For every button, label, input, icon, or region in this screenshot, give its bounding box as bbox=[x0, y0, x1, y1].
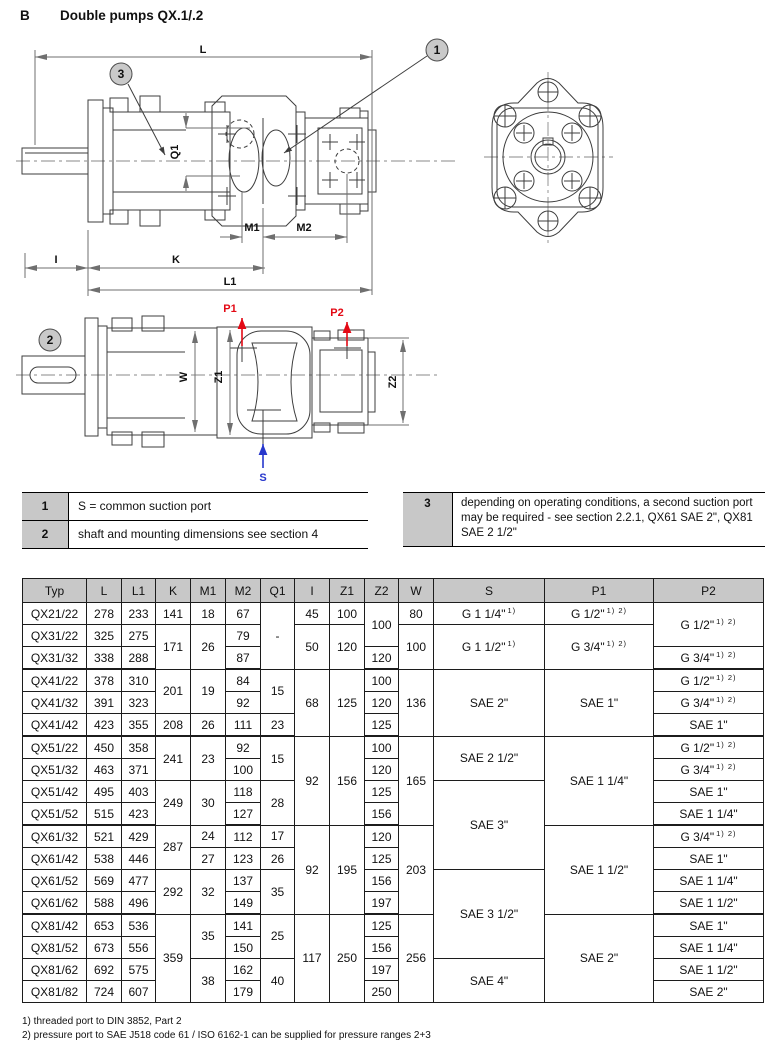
value-cell: 26 bbox=[191, 714, 226, 737]
dim-label-Z2: Z2 bbox=[387, 375, 399, 389]
table-row bbox=[23, 914, 764, 937]
typ-cell: QX81/62 bbox=[23, 959, 87, 981]
value-cell: 118 bbox=[226, 781, 261, 803]
value-cell: 450 bbox=[87, 736, 122, 759]
value-cell: 325 bbox=[87, 625, 122, 647]
value-cell: 30 bbox=[191, 781, 226, 826]
value-cell: 136 bbox=[399, 669, 434, 736]
value-cell: 429 bbox=[122, 825, 156, 848]
value-cell: 125 bbox=[365, 714, 399, 737]
value-cell: 371 bbox=[122, 759, 156, 781]
value-cell: SAE 2" bbox=[545, 914, 654, 1003]
value-cell: 653 bbox=[87, 914, 122, 937]
dim-label-K: K bbox=[172, 254, 180, 266]
pump-body-3-top bbox=[312, 330, 375, 433]
typ-cell: QX51/32 bbox=[23, 759, 87, 781]
value-cell: G 3/4" $^{1) 2)}$ bbox=[545, 625, 654, 670]
suction-port-S bbox=[259, 444, 266, 484]
value-cell: 100 bbox=[399, 625, 434, 670]
dimension-M1-M2 bbox=[220, 174, 347, 274]
value-cell: 156 bbox=[365, 803, 399, 826]
value-cell: 359 bbox=[156, 914, 191, 1003]
typ-cell: QX51/22 bbox=[23, 736, 87, 759]
legend-number-3: 3 bbox=[403, 493, 453, 546]
value-cell: 19 bbox=[191, 669, 226, 714]
value-cell: 403 bbox=[122, 781, 156, 803]
value-cell: 162 bbox=[226, 959, 261, 981]
value-cell: SAE 1 1/4" bbox=[654, 803, 764, 826]
value-cell: SAE 1" bbox=[545, 669, 654, 736]
value-cell: SAE 2" bbox=[654, 981, 764, 1003]
value-cell: 18 bbox=[191, 603, 226, 625]
value-cell: 100 bbox=[330, 603, 365, 625]
footnotes bbox=[22, 1015, 431, 1043]
typ-cell: QX61/62 bbox=[23, 892, 87, 915]
value-cell: 38 bbox=[191, 959, 226, 1003]
value-cell: 120 bbox=[330, 625, 365, 670]
table-row bbox=[23, 825, 764, 848]
pump-body-2-top bbox=[217, 327, 312, 449]
column-header-q1: Q1 bbox=[261, 579, 295, 603]
value-cell: 569 bbox=[87, 870, 122, 892]
value-cell: SAE 3 1/2" bbox=[434, 870, 545, 959]
value-cell: 35 bbox=[261, 870, 295, 915]
value-cell: G 1/2" $^{1) 2)}$ bbox=[545, 603, 654, 625]
value-cell: 123 bbox=[226, 848, 261, 870]
value-cell: 278 bbox=[87, 603, 122, 625]
table-header-row bbox=[23, 579, 764, 603]
value-cell: 156 bbox=[365, 870, 399, 892]
value-cell: 50 bbox=[295, 625, 330, 670]
value-cell: 521 bbox=[87, 825, 122, 848]
value-cell: 463 bbox=[87, 759, 122, 781]
value-cell: G 3/4" $^{1) 2)}$ bbox=[654, 825, 764, 848]
column-header-l: L bbox=[87, 579, 122, 603]
value-cell: 141 bbox=[156, 603, 191, 625]
value-cell: 275 bbox=[122, 625, 156, 647]
column-header-typ: Typ bbox=[23, 579, 87, 603]
value-cell: 125 bbox=[365, 781, 399, 803]
dim-label-L1: L1 bbox=[223, 276, 237, 288]
value-cell: 233 bbox=[122, 603, 156, 625]
value-cell: 287 bbox=[156, 825, 191, 870]
value-cell: 117 bbox=[295, 914, 330, 1003]
typ-cell: QX51/52 bbox=[23, 803, 87, 826]
value-cell: 125 bbox=[365, 848, 399, 870]
column-header-p2: P2 bbox=[654, 579, 764, 603]
value-cell: G 1 1/2" $^{1)}$ bbox=[434, 625, 545, 670]
typ-cell: QX51/42 bbox=[23, 781, 87, 803]
value-cell: 27 bbox=[191, 848, 226, 870]
value-cell: 515 bbox=[87, 803, 122, 826]
value-cell: 92 bbox=[295, 825, 330, 914]
dim-label-W: W bbox=[178, 371, 190, 383]
column-header-z1: Z1 bbox=[330, 579, 365, 603]
typ-cell: QX61/52 bbox=[23, 870, 87, 892]
value-cell: G 3/4" $^{1) 2)}$ bbox=[654, 692, 764, 714]
value-cell: SAE 1" bbox=[654, 714, 764, 737]
value-cell: 692 bbox=[87, 959, 122, 981]
value-cell: 40 bbox=[261, 959, 295, 1003]
value-cell: SAE 1" bbox=[654, 914, 764, 937]
column-header-p1: P1 bbox=[545, 579, 654, 603]
typ-cell: QX31/22 bbox=[23, 625, 87, 647]
value-cell: 125 bbox=[365, 914, 399, 937]
value-cell: 171 bbox=[156, 625, 191, 670]
dimension-L1 bbox=[88, 276, 372, 290]
value-cell: 25 bbox=[261, 914, 295, 959]
value-cell: 338 bbox=[87, 647, 122, 670]
callout-1-number: 1 bbox=[433, 43, 441, 57]
footnote-2: 2) pressure port to SAE J518 code 61 / ISO 6162-1 can be supplied for pressure ranges 2+3 bbox=[22, 1030, 431, 1041]
value-cell: 588 bbox=[87, 892, 122, 915]
flange-inner-contour bbox=[497, 108, 598, 207]
value-cell: 141 bbox=[226, 914, 261, 937]
value-cell: 92 bbox=[226, 692, 261, 714]
value-cell: SAE 2 1/2" bbox=[434, 736, 545, 781]
pump-body-3 bbox=[305, 108, 376, 214]
dimension-I bbox=[25, 230, 88, 296]
column-header-i: I bbox=[295, 579, 330, 603]
value-cell: G 1/2" $^{1) 2)}$ bbox=[654, 736, 764, 759]
port-label-P2: P2 bbox=[330, 307, 344, 319]
typ-cell: QX61/32 bbox=[23, 825, 87, 848]
value-cell: 92 bbox=[226, 736, 261, 759]
dimension-Z1 bbox=[213, 330, 230, 435]
mounting-flange-top bbox=[85, 318, 98, 436]
flange-front-view-drawing bbox=[484, 72, 613, 243]
value-cell: 203 bbox=[399, 825, 434, 914]
value-cell: 100 bbox=[226, 759, 261, 781]
value-cell: 15 bbox=[261, 736, 295, 781]
column-header-l1: L1 bbox=[122, 579, 156, 603]
value-cell: 84 bbox=[226, 669, 261, 692]
pump-technical-drawing bbox=[0, 35, 766, 485]
value-cell: 310 bbox=[122, 669, 156, 692]
value-cell: 120 bbox=[365, 692, 399, 714]
value-cell: 15 bbox=[261, 669, 295, 714]
value-cell: 208 bbox=[156, 714, 191, 737]
column-header-k: K bbox=[156, 579, 191, 603]
pressure-port-P1 bbox=[223, 303, 242, 346]
value-cell: 120 bbox=[365, 825, 399, 848]
value-cell: 35 bbox=[191, 914, 226, 959]
value-cell: SAE 1 1/4" bbox=[654, 937, 764, 959]
callout-1 bbox=[284, 39, 448, 153]
dim-label-Z1: Z1 bbox=[213, 370, 225, 384]
dimension-L bbox=[35, 44, 372, 295]
legend-text-1: S = common suction port bbox=[78, 499, 212, 513]
value-cell: 358 bbox=[122, 736, 156, 759]
dim-label-M2: M2 bbox=[296, 222, 312, 234]
footnote-1: 1) threaded port to DIN 3852, Part 2 bbox=[22, 1016, 182, 1027]
value-cell: SAE 1 1/2" bbox=[654, 959, 764, 981]
value-cell: 323 bbox=[122, 692, 156, 714]
value-cell: 496 bbox=[122, 892, 156, 915]
port-label-S: S bbox=[259, 472, 267, 484]
typ-cell: QX41/42 bbox=[23, 714, 87, 737]
value-cell: 195 bbox=[330, 825, 365, 914]
value-cell: G 1/2" $^{1) 2)}$ bbox=[654, 669, 764, 692]
typ-cell: QX21/22 bbox=[23, 603, 87, 625]
value-cell: 165 bbox=[399, 736, 434, 825]
table-row bbox=[23, 736, 764, 759]
value-cell: 197 bbox=[365, 892, 399, 915]
legend-table bbox=[22, 492, 368, 549]
callout-3 bbox=[110, 63, 165, 155]
value-cell: 423 bbox=[122, 803, 156, 826]
column-header-z2: Z2 bbox=[365, 579, 399, 603]
value-cell: 45 bbox=[295, 603, 330, 625]
value-cell: 378 bbox=[87, 669, 122, 692]
value-cell: 17 bbox=[261, 825, 295, 848]
value-cell: 391 bbox=[87, 692, 122, 714]
value-cell: 288 bbox=[122, 647, 156, 670]
value-cell: SAE 1 1/4" bbox=[654, 870, 764, 892]
value-cell: 28 bbox=[261, 781, 295, 826]
typ-cell: QX31/32 bbox=[23, 647, 87, 670]
side-view-drawing bbox=[16, 39, 458, 296]
value-cell: 149 bbox=[226, 892, 261, 915]
table-row bbox=[23, 669, 764, 692]
value-cell: 607 bbox=[122, 981, 156, 1003]
typ-cell: QX61/42 bbox=[23, 848, 87, 870]
pump-body-1-top bbox=[107, 316, 217, 447]
value-cell: 355 bbox=[122, 714, 156, 737]
dim-label-L: L bbox=[199, 44, 207, 56]
column-header-w: W bbox=[399, 579, 434, 603]
value-cell: G 1 1/4" $^{1)}$ bbox=[434, 603, 545, 625]
value-cell: 556 bbox=[122, 937, 156, 959]
value-cell: 127 bbox=[226, 803, 261, 826]
value-cell: 120 bbox=[365, 647, 399, 670]
value-cell: 80 bbox=[399, 603, 434, 625]
value-cell: 495 bbox=[87, 781, 122, 803]
value-cell: G 1/2" $^{1) 2)}$ bbox=[654, 603, 764, 647]
value-cell: 100 bbox=[365, 603, 399, 647]
table-row bbox=[23, 603, 764, 625]
value-cell: 23 bbox=[261, 714, 295, 737]
dimension-Q1 bbox=[169, 113, 250, 191]
value-cell: SAE 1 1/2" bbox=[545, 825, 654, 914]
value-cell: 125 bbox=[330, 669, 365, 736]
value-cell: 156 bbox=[365, 937, 399, 959]
value-cell: SAE 1" bbox=[654, 781, 764, 803]
value-cell: SAE 2" bbox=[434, 669, 545, 736]
value-cell: 150 bbox=[226, 937, 261, 959]
legend-text-3: depending on operating conditions, a second suction port may be required - see section 2.2.1, QX61 SAE 2", QX81 SAE 2 1/2" bbox=[461, 497, 753, 540]
value-cell: 26 bbox=[261, 848, 295, 870]
column-header-m2: M2 bbox=[226, 579, 261, 603]
value-cell: 120 bbox=[365, 759, 399, 781]
top-view-drawing bbox=[16, 303, 437, 484]
legend-item-1 bbox=[22, 492, 368, 520]
callout-2 bbox=[39, 329, 61, 351]
dimension-K bbox=[88, 254, 265, 268]
value-cell: 256 bbox=[399, 914, 434, 1003]
legend-number-2: 2 bbox=[22, 521, 69, 548]
callout-2-number: 2 bbox=[46, 333, 54, 347]
page-title-text: Double pumps QX.1/.2 bbox=[60, 8, 204, 23]
legend-item-3 bbox=[403, 492, 765, 547]
value-cell: 250 bbox=[365, 981, 399, 1003]
value-cell: 68 bbox=[295, 669, 330, 736]
value-cell: 87 bbox=[226, 647, 261, 670]
value-cell: SAE 1 1/2" bbox=[654, 892, 764, 915]
dim-label-I: I bbox=[54, 254, 58, 266]
value-cell: SAE 4" bbox=[434, 959, 545, 1003]
dim-label-Q1: Q1 bbox=[169, 144, 181, 160]
value-cell: 241 bbox=[156, 736, 191, 781]
value-cell: - bbox=[261, 603, 295, 670]
value-cell: 26 bbox=[191, 625, 226, 670]
flange-step-top bbox=[98, 326, 107, 428]
typ-cell: QX81/42 bbox=[23, 914, 87, 937]
callout-3-number: 3 bbox=[117, 67, 125, 81]
value-cell: 446 bbox=[122, 848, 156, 870]
value-cell: 100 bbox=[365, 736, 399, 759]
value-cell: 292 bbox=[156, 870, 191, 915]
dim-label-M1: M1 bbox=[244, 222, 260, 234]
value-cell: 201 bbox=[156, 669, 191, 714]
dimension-table bbox=[22, 578, 764, 1003]
value-cell: 250 bbox=[330, 914, 365, 1003]
value-cell: 112 bbox=[226, 825, 261, 848]
value-cell: 536 bbox=[122, 914, 156, 937]
value-cell: 156 bbox=[330, 736, 365, 825]
column-header-m1: M1 bbox=[191, 579, 226, 603]
typ-cell: QX41/22 bbox=[23, 669, 87, 692]
value-cell: 538 bbox=[87, 848, 122, 870]
value-cell: 24 bbox=[191, 825, 226, 848]
value-cell: SAE 1" bbox=[654, 848, 764, 870]
section-letter: B bbox=[20, 8, 30, 23]
port-label-P1: P1 bbox=[223, 303, 237, 315]
dimension-table-container bbox=[22, 578, 764, 1003]
column-header-s: S bbox=[434, 579, 545, 603]
value-cell: 249 bbox=[156, 781, 191, 826]
typ-cell: QX81/52 bbox=[23, 937, 87, 959]
value-cell: G 3/4" $^{1) 2)}$ bbox=[654, 647, 764, 670]
value-cell: G 3/4" $^{1) 2)}$ bbox=[654, 759, 764, 781]
value-cell: 423 bbox=[87, 714, 122, 737]
value-cell: 67 bbox=[226, 603, 261, 625]
value-cell: 100 bbox=[365, 669, 399, 692]
value-cell: 477 bbox=[122, 870, 156, 892]
value-cell: 32 bbox=[191, 870, 226, 915]
dimension-W bbox=[178, 331, 195, 432]
legend-number-1: 1 bbox=[22, 493, 69, 520]
legend-item-2 bbox=[22, 520, 368, 549]
value-cell: 137 bbox=[226, 870, 261, 892]
value-cell: 111 bbox=[226, 714, 261, 737]
value-cell: 197 bbox=[365, 959, 399, 981]
legend-text-2: shaft and mounting dimensions see section 4 bbox=[78, 527, 319, 541]
value-cell: 23 bbox=[191, 736, 226, 781]
value-cell: 724 bbox=[87, 981, 122, 1003]
value-cell: 79 bbox=[226, 625, 261, 647]
value-cell: SAE 3" bbox=[434, 781, 545, 870]
value-cell: 179 bbox=[226, 981, 261, 1003]
typ-cell: QX41/32 bbox=[23, 692, 87, 714]
value-cell: 673 bbox=[87, 937, 122, 959]
page-title bbox=[20, 8, 203, 23]
value-cell: SAE 1 1/4" bbox=[545, 736, 654, 825]
value-cell: 92 bbox=[295, 736, 330, 825]
value-cell: 575 bbox=[122, 959, 156, 981]
typ-cell: QX81/82 bbox=[23, 981, 87, 1003]
